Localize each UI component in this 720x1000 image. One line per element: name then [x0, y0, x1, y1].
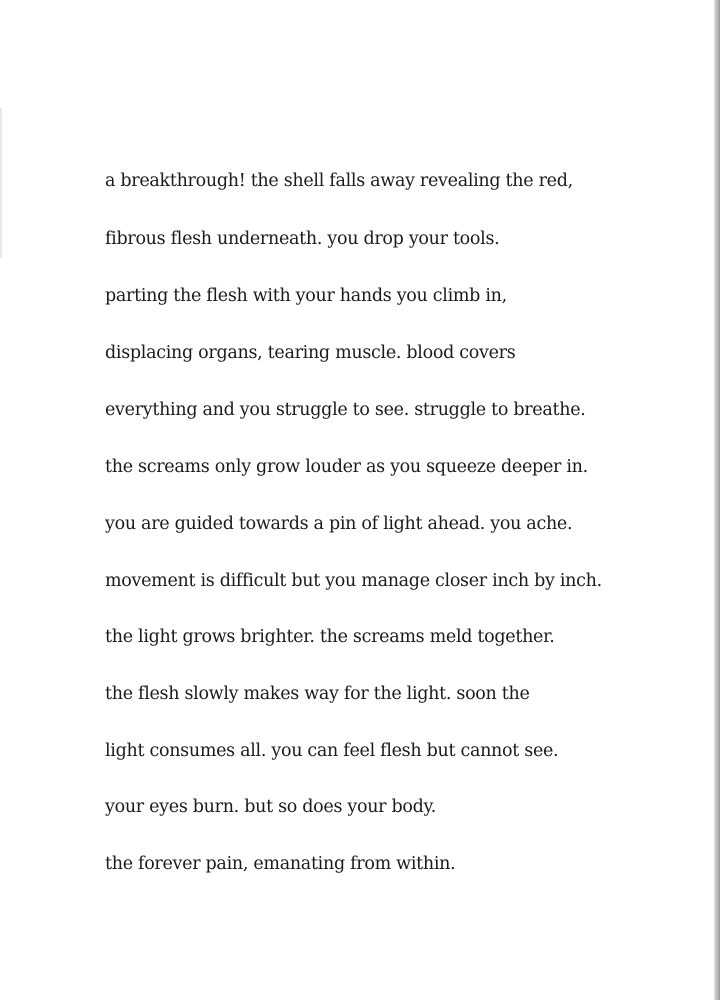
page-margin-mark	[0, 108, 2, 258]
poem-line: parting the flesh with your hands you climb in,	[105, 286, 507, 306]
poem-line: the forever pain, emanating from within.	[105, 854, 456, 874]
poem-line: everything and you struggle to see. struggle to breathe.	[105, 400, 586, 420]
poem-line: the light grows brighter. the screams meld together.	[105, 627, 555, 647]
poem-line: light consumes all. you can feel flesh but cannot see.	[105, 741, 559, 761]
poem-line: movement is difficult but you manage closer inch by inch.	[105, 571, 602, 591]
poem-line: a breakthrough! the shell falls away revealing the red,	[105, 171, 573, 191]
page-edge-shadow	[714, 0, 720, 1000]
poem-line: the flesh slowly makes way for the light. soon the	[105, 684, 530, 704]
poem-line: you are guided towards a pin of light ahead. you ache.	[105, 514, 573, 534]
poem-line: fibrous flesh underneath. you drop your tools.	[105, 229, 500, 249]
poem-line: displacing organs, tearing muscle. blood covers	[105, 343, 516, 363]
poem-line: your eyes burn. but so does your body.	[105, 797, 437, 817]
poem-line: the screams only grow louder as you squeeze deeper in.	[105, 457, 588, 477]
